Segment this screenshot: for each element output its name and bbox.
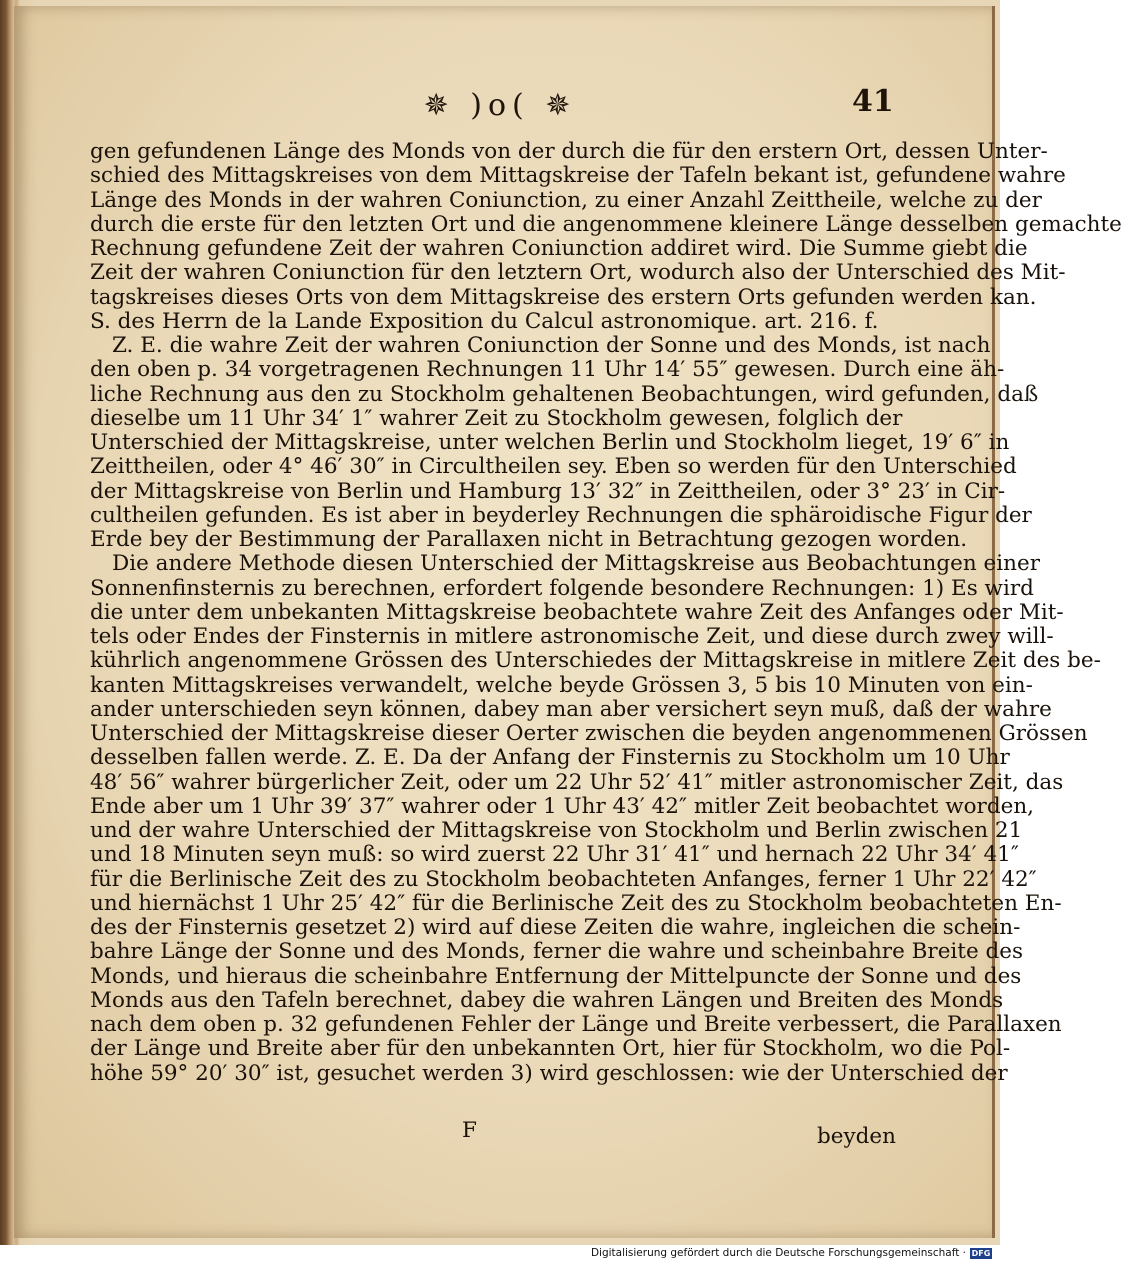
text-line: den oben p. 34 vorgetragenen Rechnungen 11 Uhr 14′ 55″ gewesen. Durch eine äh- xyxy=(90,357,1005,383)
text-line: bahre Länge der Sonne und des Monds, ferner die wahre und scheinbahre Breite des xyxy=(90,939,1024,965)
text-line xyxy=(90,1086,896,1110)
text-line: Unterschied der Mittagskreise dieser Oerter zwischen die beyden angenommenen Grössen xyxy=(90,721,1088,746)
text-line: ander unterschieden seyn können, dabey man aber versichert seyn muß, daß der wahre xyxy=(90,696,1052,722)
signature-mark: F xyxy=(462,1118,477,1143)
text-line: des der Finsternis gesetzet 2) wird auf diese Zeiten die wahre, ingleichen die schein- xyxy=(90,915,1021,940)
text-line: Die andere Methode diesen Unterschied der Mittagskreise aus Beobachtungen einer xyxy=(112,551,1040,577)
page-number: 41 xyxy=(852,84,894,119)
text-line: für die Berlinische Zeit des zu Stockholm beobachteten Anfanges, ferner 1 Uhr 22′ 42″ xyxy=(90,866,1037,892)
text-line: Länge des Monds in der wahren Coniunction, zu einer Anzahl Zeittheile, welche zu der xyxy=(90,187,1042,213)
text-line: kührlich angenommene Grössen des Unterschiedes der Mittagskreise in mitlere Zeit des be- xyxy=(90,648,1101,674)
text-line: tels oder Endes der Finsternis in mitlere astronomische Zeit, und diese durch zwey will- xyxy=(90,624,1054,649)
text-line: tagskreises dieses Orts von dem Mittagskreise des erstern Orts gefunden werden kan. xyxy=(90,284,1037,310)
text-line: durch die erste für den letzten Ort und die angenommene kleinere Länge desselben gemachte xyxy=(90,211,1122,237)
text-line: dieselbe um 11 Uhr 34′ 1″ wahrer Zeit zu Stockholm gewesen, folglich der xyxy=(90,405,903,431)
text-line: nach dem oben p. 32 gefundenen Fehler der Länge und Breite verbessert, die Parallaxen xyxy=(90,1012,1062,1037)
text-line: Erde bey der Bestimmung der Parallaxen nicht in Betrachtung gezogen worden. xyxy=(90,527,968,552)
text-line: liche Rechnung aus den zu Stockholm gehaltenen Beobachtungen, wird gefunden, daß xyxy=(90,381,1039,407)
text-line: kanten Mittagskreises verwandelt, welche beyde Grössen 3, 5 bis 10 Minuten von ein- xyxy=(90,672,1033,698)
text-line: und der wahre Unterschied der Mittagskreise von Stockholm und Berlin zwischen 21 xyxy=(90,818,1023,843)
text-line: Zeit der wahren Coniunction für den letztern Ort, wodurch also der Unterschied des Mit- xyxy=(90,260,1066,286)
text-line: Z. E. die wahre Zeit der wahren Coniunction der Sonne und des Monds, ist nach xyxy=(112,333,991,358)
text-line: gen gefundenen Länge des Monds von der durch die für den erstern Ort, dessen Unter- xyxy=(90,139,1048,164)
footer-credit: Digitalisierung gefördert durch die Deutsche Forschungsgemeinschaft · xyxy=(590,1247,966,1259)
text-line: Monds, und hieraus die scheinbahre Entfernung der Mittelpuncte der Sonne und des xyxy=(90,963,1022,989)
text-line: und 18 Minuten seyn muß: so wird zuerst 22 Uhr 31′ 41″ und hernach 22 Uhr 34′ 41″ xyxy=(90,842,1019,868)
text-line: der Länge und Breite aber für den unbekannten Ort, hier für Stockholm, wo die Pol- xyxy=(90,1036,1011,1062)
text-line: 48′ 56″ wahrer bürgerlicher Zeit, oder um 22 Uhr 52′ 41″ mitler astronomischer Zeit, das xyxy=(90,769,1064,795)
page-foot xyxy=(90,1118,896,1148)
text-line: Unterschied der Mittagskreise, unter welchen Berlin und Stockholm lieget, 19′ 6″ in xyxy=(90,430,1010,455)
text-line: Sonnenfinsternis zu berechnen, erfordert folgende besondere Rechnungen: 1) Es wird xyxy=(90,575,1034,601)
page-body-text xyxy=(90,139,1122,1110)
text-line: Ende aber um 1 Uhr 39′ 37″ wahrer oder 1 Uhr 43′ 42″ mitler Zeit beobachtet worden, xyxy=(90,793,1035,819)
text-line: Rechnung gefundene Zeit der wahren Coniunction addiret wird. Die Summe giebt die xyxy=(90,236,1028,261)
catchword: beyden xyxy=(817,1124,896,1149)
text-line: desselben fallen werde. Z. E. Da der Anfang der Finsternis zu Stockholm um 10 Uhr xyxy=(90,745,1010,771)
dfg-logo: DFG xyxy=(971,1249,991,1258)
text-line: S. des Herrn de la Lande Exposition du Calcul astronomique. art. 216. f. xyxy=(90,308,879,334)
text-line: die unter dem unbekanten Mittagskreise beobachtete wahre Zeit des Anfanges oder Mit- xyxy=(90,599,1064,625)
text-line: cultheilen gefunden. Es ist aber in beyderley Rechnungen die sphäroidische Figur der xyxy=(90,502,1032,528)
text-line: Monds aus den Tafeln berechnet, dabey die wahren Längen und Breiten des Monds xyxy=(90,987,1004,1013)
text-line: höhe 59° 20′ 30″ ist, gesuchet werden 3) wird geschlossen: wie der Unterschied der xyxy=(90,1060,1008,1086)
text-line: und hiernächst 1 Uhr 25′ 42″ für die Berlinische Zeit des zu Stockholm beobachteten En- xyxy=(90,890,1062,916)
text-line: der Mittagskreise von Berlin und Hamburg 13′ 32″ in Zeittheilen, oder 3° 23′ in Cir- xyxy=(90,478,1006,504)
text-line: Zeittheilen, oder 4° 46′ 30″ in Circultheilen sey. Eben so werden für den Unterschied xyxy=(90,454,1017,480)
text-line: schied des Mittagskreises von dem Mittagskreise der Tafeln bekant ist, gefundene wahre xyxy=(90,163,1066,189)
header-ornament: ✵ )o( ✵ xyxy=(423,88,577,123)
